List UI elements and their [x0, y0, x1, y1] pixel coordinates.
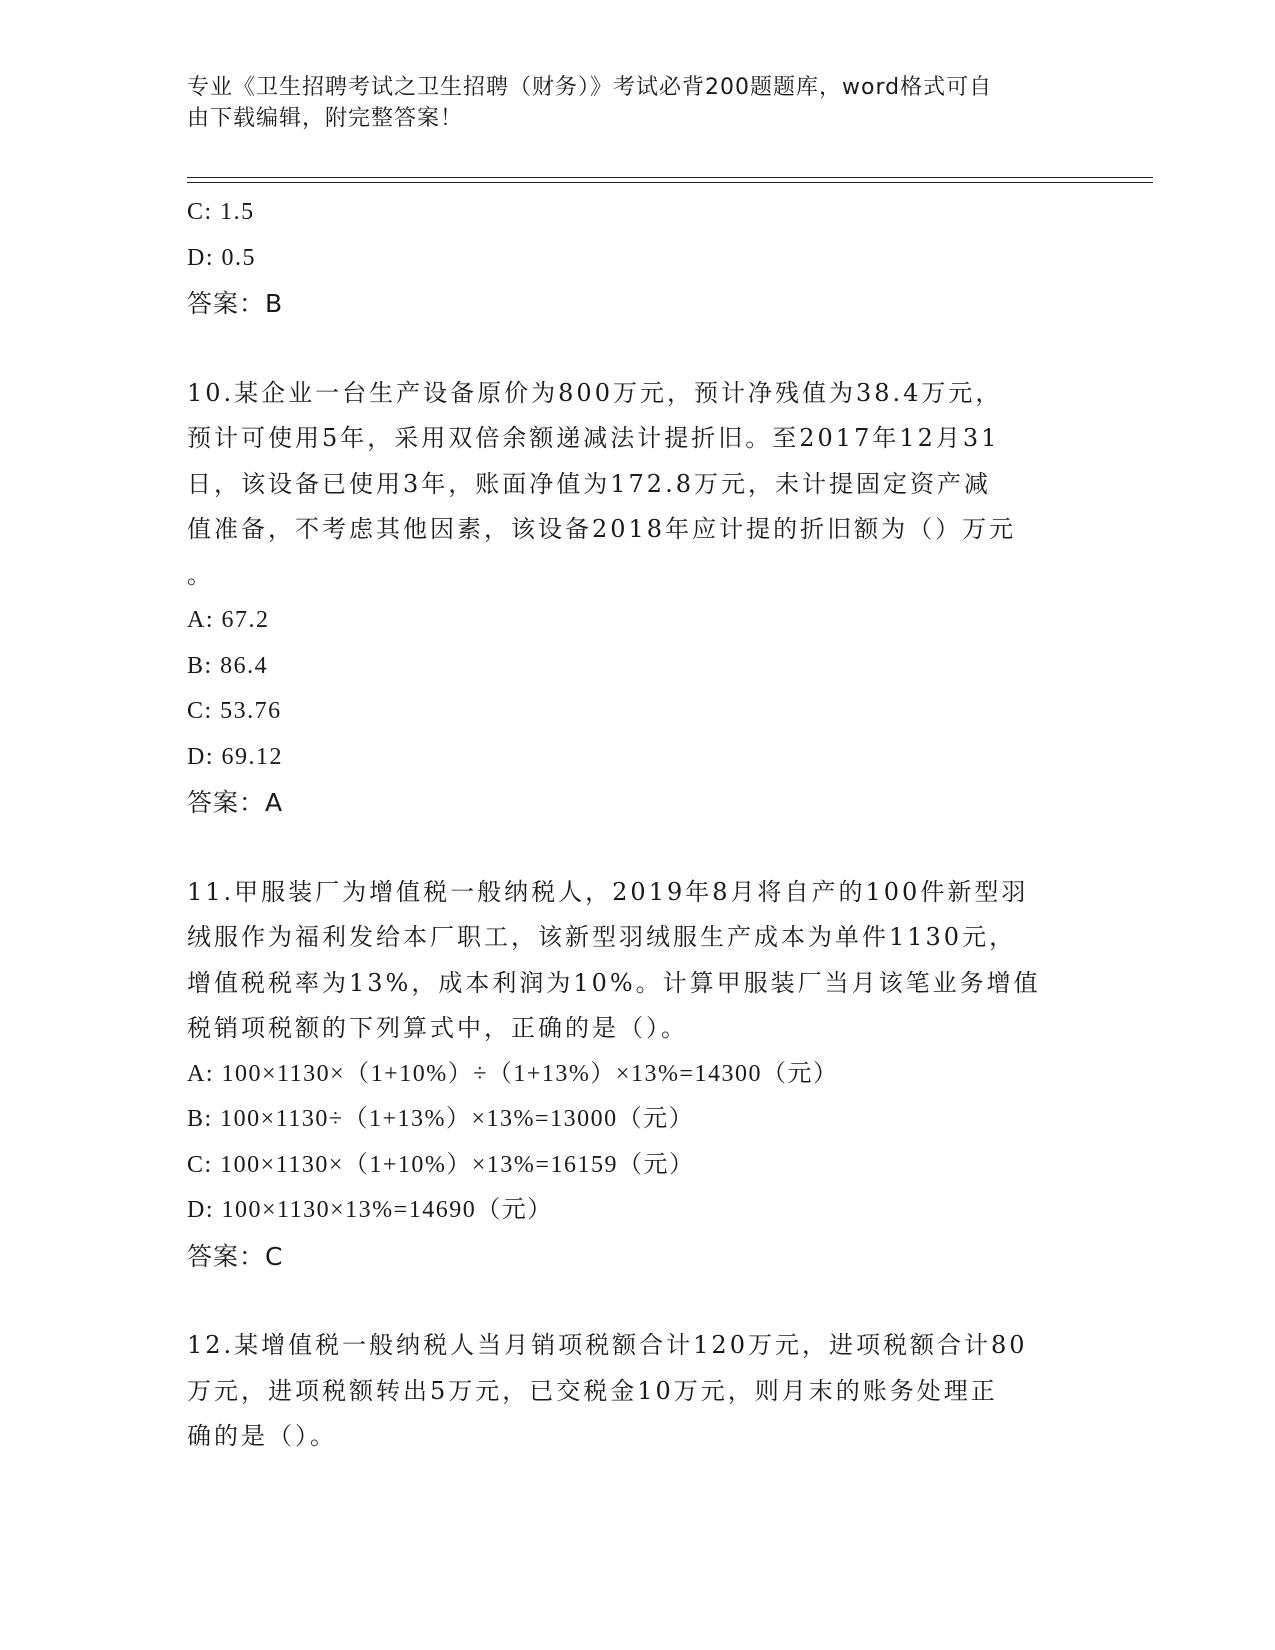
header-line-2: 由下载编辑，附完整答案！	[187, 106, 464, 131]
question-text-line: 10.某企业一台生产设备原价为800万元，预计净残值为38.4万元，	[187, 378, 1003, 407]
question-text-line: 万元，进项税额转出5万元，已交税金10万元，则月末的账务处理正	[187, 1376, 998, 1405]
option-c: C: 100×1130×（1+10%）×13%=16159（元）	[187, 1151, 695, 1178]
question-text-line: 11.甲服装厂为增值税一般纳税人，2019年8月将自产的100件新型羽	[187, 877, 1029, 906]
question-text-line: 值准备，不考虑其他因素，该设备2018年应计提的折旧额为（）万元	[187, 515, 1017, 543]
question-text-line: 12.某增值税一般纳税人当月销项税额合计120万元，进项税额合计80	[187, 1331, 1028, 1359]
spacer	[187, 826, 1087, 870]
header-divider-bottom	[187, 182, 1153, 183]
question-11	[187, 870, 1087, 1280]
question-text-line: 预计可使用5年，采用双倍余额递减法计提折旧。至2017年12月31	[187, 424, 1000, 452]
question-text-line: 税销项税额的下列算式中，正确的是（）。	[187, 1014, 688, 1042]
question-text-line: 绒服作为福利发给本厂职工，该新型羽绒服生产成本为单件1130元，	[187, 923, 1017, 951]
option-d: D: 0.5	[187, 244, 256, 271]
answer: 答案：C	[187, 1241, 284, 1271]
question-text-line: 确的是（）。	[187, 1422, 337, 1450]
header-divider-top	[187, 177, 1153, 178]
option-a: A: 100×1130×（1+10%）÷（1+13%）×13%=14300（元）	[187, 1060, 839, 1087]
option-a: A: 67.2	[187, 607, 270, 633]
previous-question-tail	[187, 190, 1087, 327]
option-c: C: 1.5	[187, 199, 255, 225]
option-d: D: 100×1130×13%=14690（元）	[187, 1197, 553, 1223]
question-text-line: 。	[187, 560, 214, 589]
document-body	[187, 190, 1087, 1460]
option-d: D: 69.12	[187, 743, 283, 770]
option-b: B: 86.4	[187, 652, 269, 679]
spacer	[187, 327, 1087, 371]
option-c: C: 53.76	[187, 698, 282, 724]
spacer	[187, 1279, 1087, 1323]
question-text-line: 增值税税率为13%，成本利润为10%。计算甲服装厂当月该笔业务增值	[187, 968, 1041, 997]
question-10	[187, 371, 1087, 826]
question-12	[187, 1323, 1087, 1460]
option-b: B: 100×1130÷（1+13%）×13%=13000（元）	[187, 1106, 695, 1132]
answer: 答案：A	[187, 788, 284, 817]
header-line-1: 专业《卫生招聘考试之卫生招聘（财务）》考试必背200题题库，word格式可自	[187, 75, 993, 100]
document-header	[187, 72, 1087, 134]
question-text-line: 日，该设备已使用3年，账面净值为172.8万元，未计提固定资产减	[187, 469, 991, 498]
answer: 答案：B	[187, 289, 284, 318]
